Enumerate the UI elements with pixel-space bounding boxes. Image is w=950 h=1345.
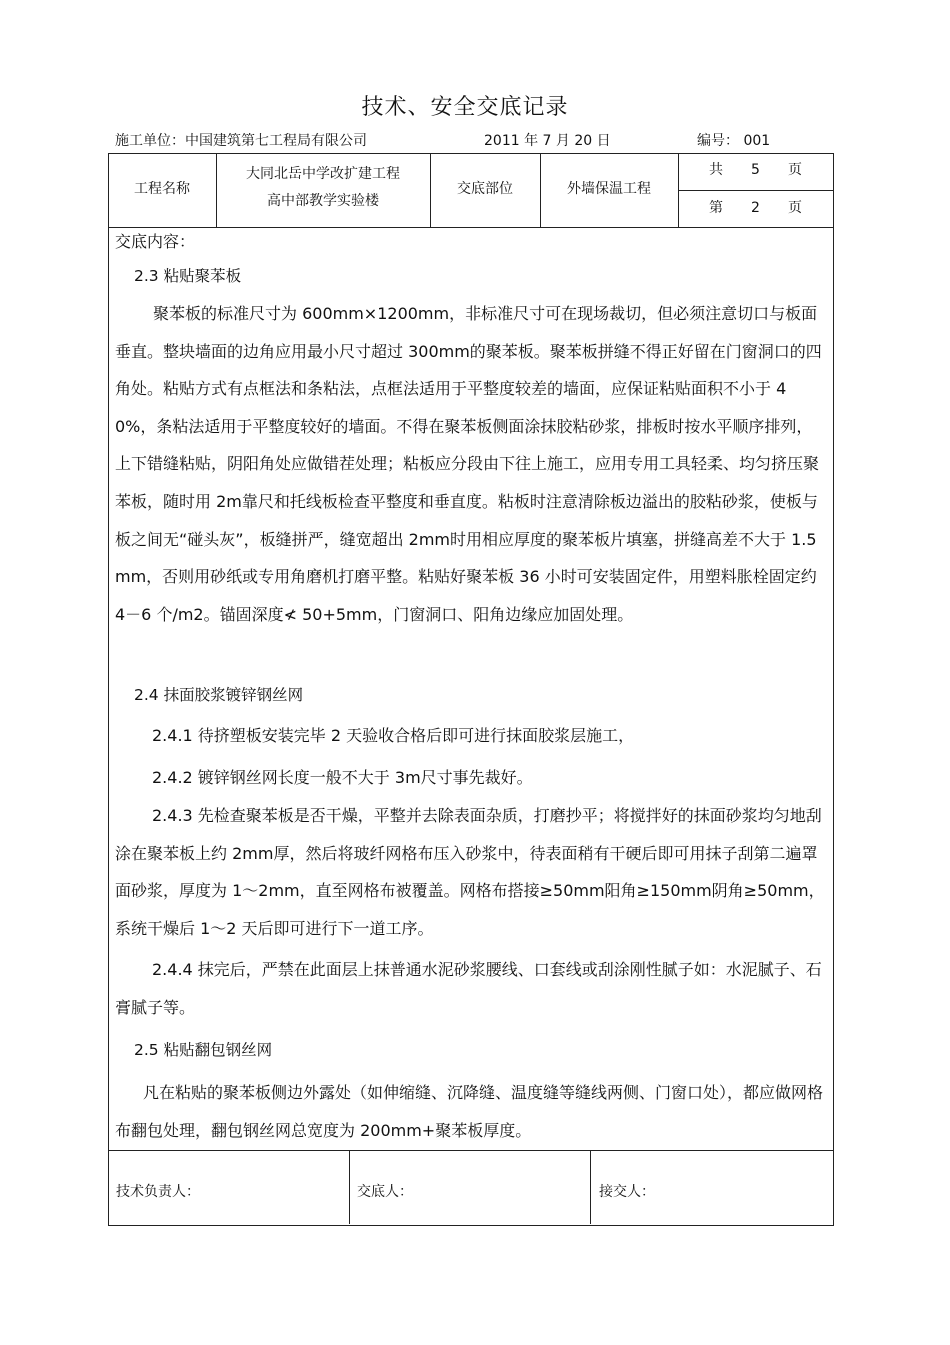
- section-2-4-3: 2.4.3 先检查聚苯板是否干燥，平整并去除表面杂质，打磨抄平；将搅拌好的抹面砂浆均匀地刮涂在聚苯板上约 2mm厚，然后将玻纤网格布压入砂浆中，待表面稍有干硬后即可用抹子刮第二遍罩面砂浆，厚度为 1～2mm，直至网格布被覆盖。网格布搭接≥50mm阳角≥150mm阴角≥50mm，系统干燥后 1～2 天后即可进行下一道工序。: [115, 806, 825, 938]
- disclosure-part-label: 交底部位: [457, 181, 513, 197]
- section-2-3-heading: 2.3 粘贴聚苯板: [134, 267, 242, 285]
- tech-lead-label: 技术负责人：: [116, 1184, 200, 1200]
- current-page: 第 2 页: [709, 200, 802, 216]
- page-cell-divider: [678, 190, 833, 191]
- project-name-line2: 高中部教学实验楼: [267, 193, 379, 209]
- discloser-label: 交底人：: [357, 1184, 413, 1200]
- total-pages: 共 5 页: [709, 162, 802, 178]
- disclosure-part-value: 外墙保温工程: [567, 181, 651, 197]
- page-title: 技术、安全交底记录: [361, 95, 569, 120]
- section-2-4-1: 2.4.1 待挤塑板安装完毕 2 天验收合格后即可进行抹面胶浆层施工，: [152, 726, 635, 745]
- content-label: 交底内容：: [115, 232, 196, 251]
- footer-col-divider-1: [349, 1150, 350, 1224]
- record-date: 2011 年 7 月 20 日: [484, 133, 611, 149]
- header-divider: [108, 227, 834, 228]
- section-2-4-2: 2.4.2 镀锌钢丝网长度一般不大于 3m尺寸事先裁好。: [152, 768, 533, 787]
- project-name-label: 工程名称: [134, 181, 190, 197]
- receiver-label: 接交人：: [599, 1184, 655, 1200]
- construction-unit: 施工单位：中国建筑第七工程局有限公司: [115, 133, 367, 149]
- section-2-5-heading: 2.5 粘贴翻包钢丝网: [134, 1041, 273, 1059]
- section-2-5-body: 凡在粘贴的聚苯板侧边外露处（如伸缩缝、沉降缝、温度缝等缝线两侧、门窗口处），都应做网格布翻包处理，翻包钢丝网总宽度为 200mm+聚苯板厚度。: [115, 1083, 824, 1140]
- project-name-line1: 大同北岳中学改扩建工程: [246, 166, 400, 182]
- footer-divider: [108, 1150, 834, 1151]
- section-2-4-4: 2.4.4 抹完后，严禁在此面层上抹普通水泥砂浆腰线、口套线或刮涂刚性腻子如：水泥腻子、石膏腻子等。: [115, 960, 822, 1017]
- section-2-3-body: 聚苯板的标准尺寸为 600mm×1200mm，非标准尺寸可在现场裁切，但必须注意切口与板面垂直。整块墙面的边角应用最小尺寸超过 300mm的聚苯板。聚苯板拼缝不得正好留在门窗洞口的四角处。粘贴方式有点框法和条粘法，点框法适用于平整度较差的墙面，应保证粘贴面积不小于 40%，条粘法适用于平整度较好的墙面。不得在聚苯板侧面涂抹胶粘砂浆，排板时按水平顺序排列，上下错缝粘贴，阴阳角处应做错茬处理；粘板应分段由下往上施工，应用专用工具轻柔、均匀挤压聚苯板，随时用 2m靠尺和托线板检查平整度和垂直度。粘板时注意清除板边溢出的胶粘砂浆，使板与板之间无“碰头灰”，板缝拼严，缝宽超出 2mm时用相应厚度的聚苯板片填塞，拼缝高差不大于 1.5mm，否则用砂纸或专用角磨机打磨平整。粘贴好聚苯板 36 小时可安装固定件，用塑料胀栓固定约 4－6 个/m2。锚固深度≮ 50+5mm，门窗洞口、阳角边缘应加固处理。: [115, 304, 822, 624]
- footer-col-divider-2: [590, 1150, 591, 1224]
- record-number: 编号： 001: [697, 133, 771, 149]
- section-2-4-heading: 2.4 抹面胶浆镀锌钢丝网: [134, 686, 304, 704]
